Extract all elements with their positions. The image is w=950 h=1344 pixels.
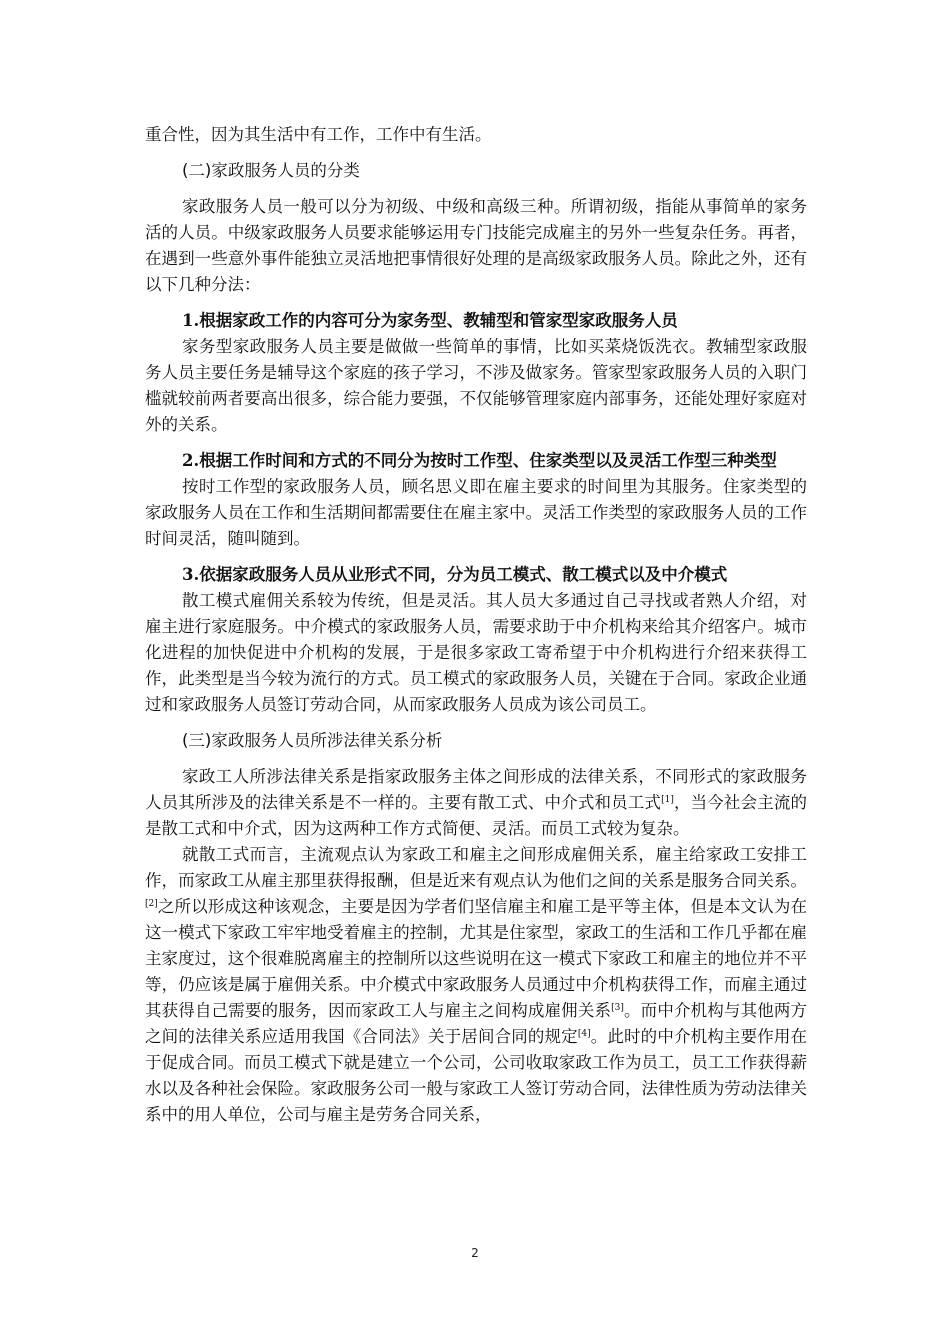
citation-ref: [2] [145,899,158,909]
citation-ref: [1] [661,795,674,805]
paragraph-text: 就散工式而言，主流观点认为家政工和雇主之间形成雇佣关系，雇主给家政工安排工作，而家政工从雇主那里获得报酬，但是近来有观点认为他们之间的关系是服务合同关系。 [145,845,807,890]
paragraph: 家政服务人员一般可以分为初级、中级和高级三种。所谓初级，指能从事简单的家务活的人员。中级家政服务人员要求能够运用专门技能完成雇主的另外一些复杂任务。再者，在遇到一些意外事件能独立灵活地把事情很好处理的是高级家政服务人员。除此之外，还有以下几种分法： [145,197,807,294]
citation-ref: [3] [611,1003,624,1013]
paragraph-text: ，当今社会主流的是散工式和中介式，因为这两种工作方式简便、灵活。而员工式较为复杂。 [145,793,808,838]
citation-ref: [4] [577,1029,591,1039]
section-heading: (二)家政服务人员的分类 [182,161,360,180]
paragraph: 重合性，因为其生活中有工作，工作中有生活。 [145,125,492,144]
paragraph: 按时工作型的家政服务人员，顾名思义即在雇主要求的时间里为其服务。住家类型的家政服务人员在工作和生活期间都需要住在雇主家中。灵活工作类型的家政服务人员的工作时间灵活，随叫随到。 [145,477,807,548]
paragraph-text: 家政工人所涉法律关系是指家政服务主体之间形成的法律关系，不同形式的家政服务人员其所涉及的法律关系是不一样的。主要有散工式、中介式和员工式 [145,767,807,812]
section-heading: (三)家政服务人员所涉法律关系分析 [182,731,443,750]
paragraph [145,842,807,1128]
paragraph: 散工模式雇佣关系较为传统，但是灵活。其人员大多通过自己寻找或者熟人介绍，对雇主进行家庭服务。中介模式的家政服务人员，需要求助于中介机构来给其介绍客户。城市化进程的加快促进中介机构的发展，于是很多家政工寄希望于中介机构进行介绍来获得工作，此类型是当今较为流行的方式。员工模式的家政服务人员，关键在于合同。家政企业通过和家政服务人员签订劳动合同，从而家政服务人员成为该公司员工。 [145,591,807,714]
page-number: 2 [471,1246,479,1260]
paragraph: 家务型家政服务人员主要是做做一些简单的事情，比如买菜烧饭洗衣。教辅型家政服务人员主要任务是辅导这个家庭的孩子学习，不涉及做家务。管家型家政服务人员的入职门槛就较前两者要高出很多，综合能力要强，不仅能够管理家庭内部事务，还能处理好家庭对外的关系。 [145,337,807,434]
subsection-heading: 3.依据家政服务人员从业形式不同，分为员工模式、散工模式以及中介模式 [182,565,728,584]
subsection-heading: 2.根据工作时间和方式的不同分为按时工作型、住家类型以及灵活工作型三种类型 [182,451,777,470]
paragraph-text: 。此时的中介机构主要作用在于促成合同。而员工模式下就是建立一个公司，公司收取家政工作为员工，员工工作获得薪水以及各种社会保险。家政服务公司一般与家政工人签订劳动合同，法律性质为劳动法律关系中的用人单位，公司与雇主是劳务合同关系， [145,1027,808,1124]
paragraph-text: 。而中介机构与其他两方之间的法律关系应适用我国《合同法》关于居间合同的规定 [145,1001,808,1046]
paragraph [145,764,807,842]
subsection-heading: 1.根据家政工作的内容可分为家务型、教辅型和管家型家政服务人员 [182,311,678,330]
paragraph-text: 之所以形成这种该观念，主要是因为学者们坚信雇主和雇工是平等主体，但是本文认为在这一模式下家政工牢牢地受着雇主的控制，尤其是住家型，家政工的生活和工作几乎都在雇主家度过，这个很难脱离雇主的控制所以这些说明在这一模式下家政工和雇主的地位并不平等，仍应该是属于雇佣关系。中介模式中家政服务人员通过中介机构获得工作，而雇主通过其获得自己需要的服务，因而家政工人与雇主之间构成雇佣关系 [145,897,807,1020]
document-body [145,122,807,1128]
